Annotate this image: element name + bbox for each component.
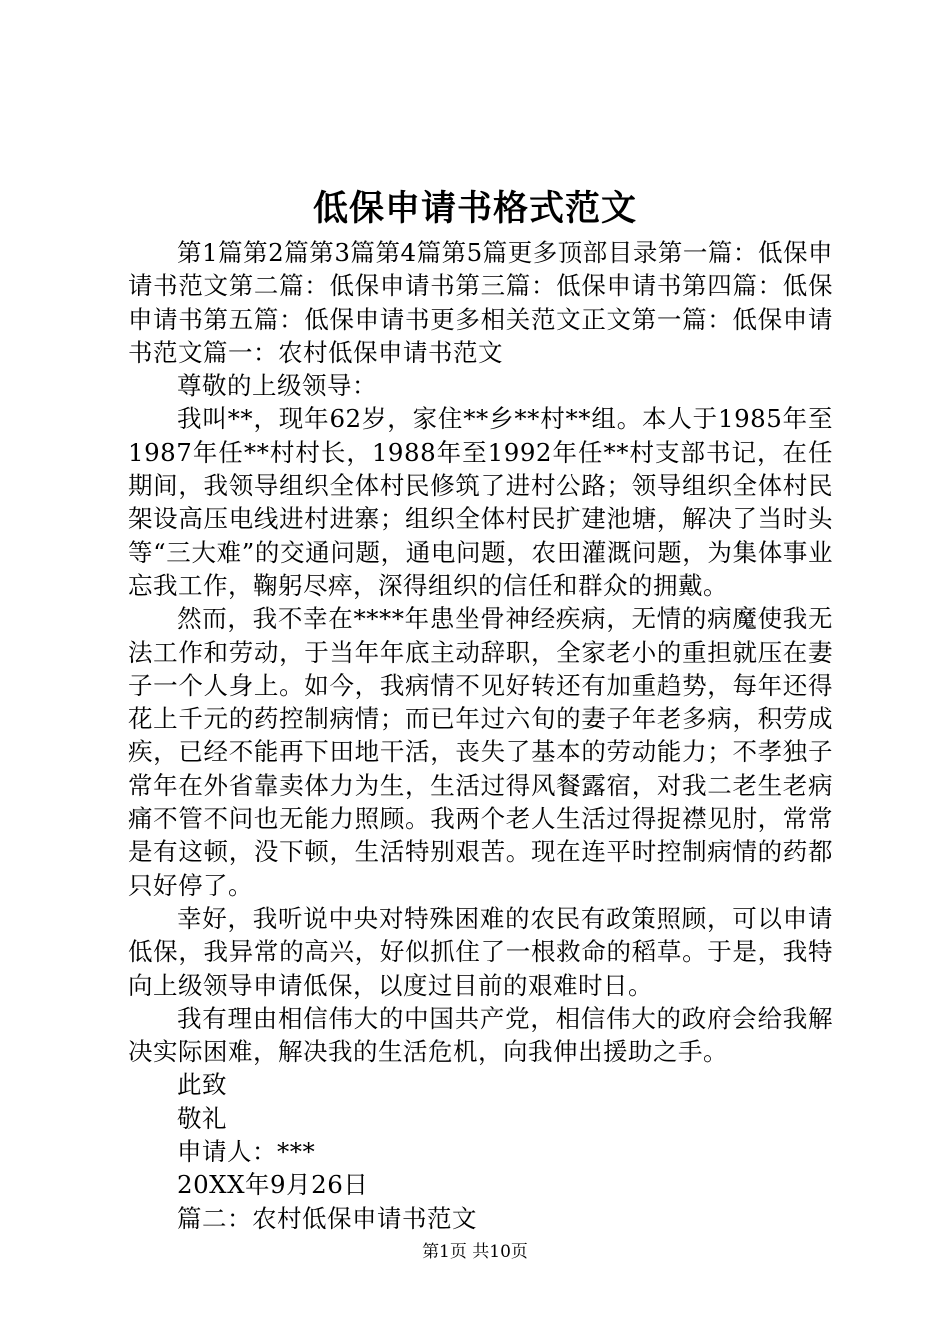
paragraph-request: 幸好，我听说中央对特殊困难的农民有政策照顾，可以申请低保，我异常的高兴，好似抓住了一根救命的稻草。于是，我特向上级领导申请低保，以度过目前的艰难时日。 — [128, 903, 833, 1000]
page-footer: 第1页 共10页 — [422, 1242, 528, 1262]
paragraph-closing-1: 此致 — [177, 1070, 227, 1100]
paragraph-date: 20XX年9月26日 — [177, 1170, 369, 1200]
paragraph-next-section: 篇二：农村低保申请书范文 — [177, 1203, 477, 1233]
paragraph-applicant: 申请人：*** — [177, 1137, 316, 1167]
paragraph-introduction: 我叫**，现年62岁，家住**乡**村**组。本人于1985年至1987年任**村村长，1988年至1992年任**村支部书记，在任期间，我领导组织全体村民修筑了进村公路；领导组织全体村民架设高压电线进村进寨；组织全体村民扩建池塘，解决了当时头等“三大难”的交通问题，通电问题，农田灌溉问题，为集体事业忘我工作，鞠躬尽瘁，深得组织的信任和群众的拥戴。 — [128, 404, 833, 600]
document-title: 低保申请书格式范文 — [312, 188, 637, 229]
paragraph-hardship: 然而，我不幸在****年患坐骨神经疾病，无情的病魔使我无法工作和劳动，于当年年底主动辞职，全家老小的重担就压在妻子一个人身上。如今，我病情不见好转还有加重趋势，每年还得花上千元的药控制病情；而已年过六旬的妻子年老多病，积劳成疾，已经不能再下田地干活，丧失了基本的劳动能力；不孝独子常年在外省靠卖体力为生，生活过得风餐露宿，对我二老生老病痛不管不问也无能力照顾。我两个老人生活过得捉襟见肘，常常是有这顿，没下顿，生活特别艰苦。现在连平时控制病情的药都只好停了。 — [128, 604, 833, 900]
paragraph-trust: 我有理由相信伟大的中国共产党，相信伟大的政府会给我解决实际困难，解决我的生活危机，向我伸出援助之手。 — [128, 1003, 833, 1067]
paragraph-closing-2: 敬礼 — [177, 1103, 227, 1133]
paragraph-salutation: 尊敬的上级领导： — [177, 371, 377, 401]
document-body — [128, 236, 833, 1235]
paragraph-table-of-contents: 第1篇第2篇第3篇第4篇第5篇更多顶部目录第一篇：低保申请书范文第二篇：低保申请书第三篇：低保申请书第四篇：低保申请书第五篇：低保申请书更多相关范文正文第一篇：低保申请书范文篇一：农村低保申请书范文 — [128, 238, 833, 367]
